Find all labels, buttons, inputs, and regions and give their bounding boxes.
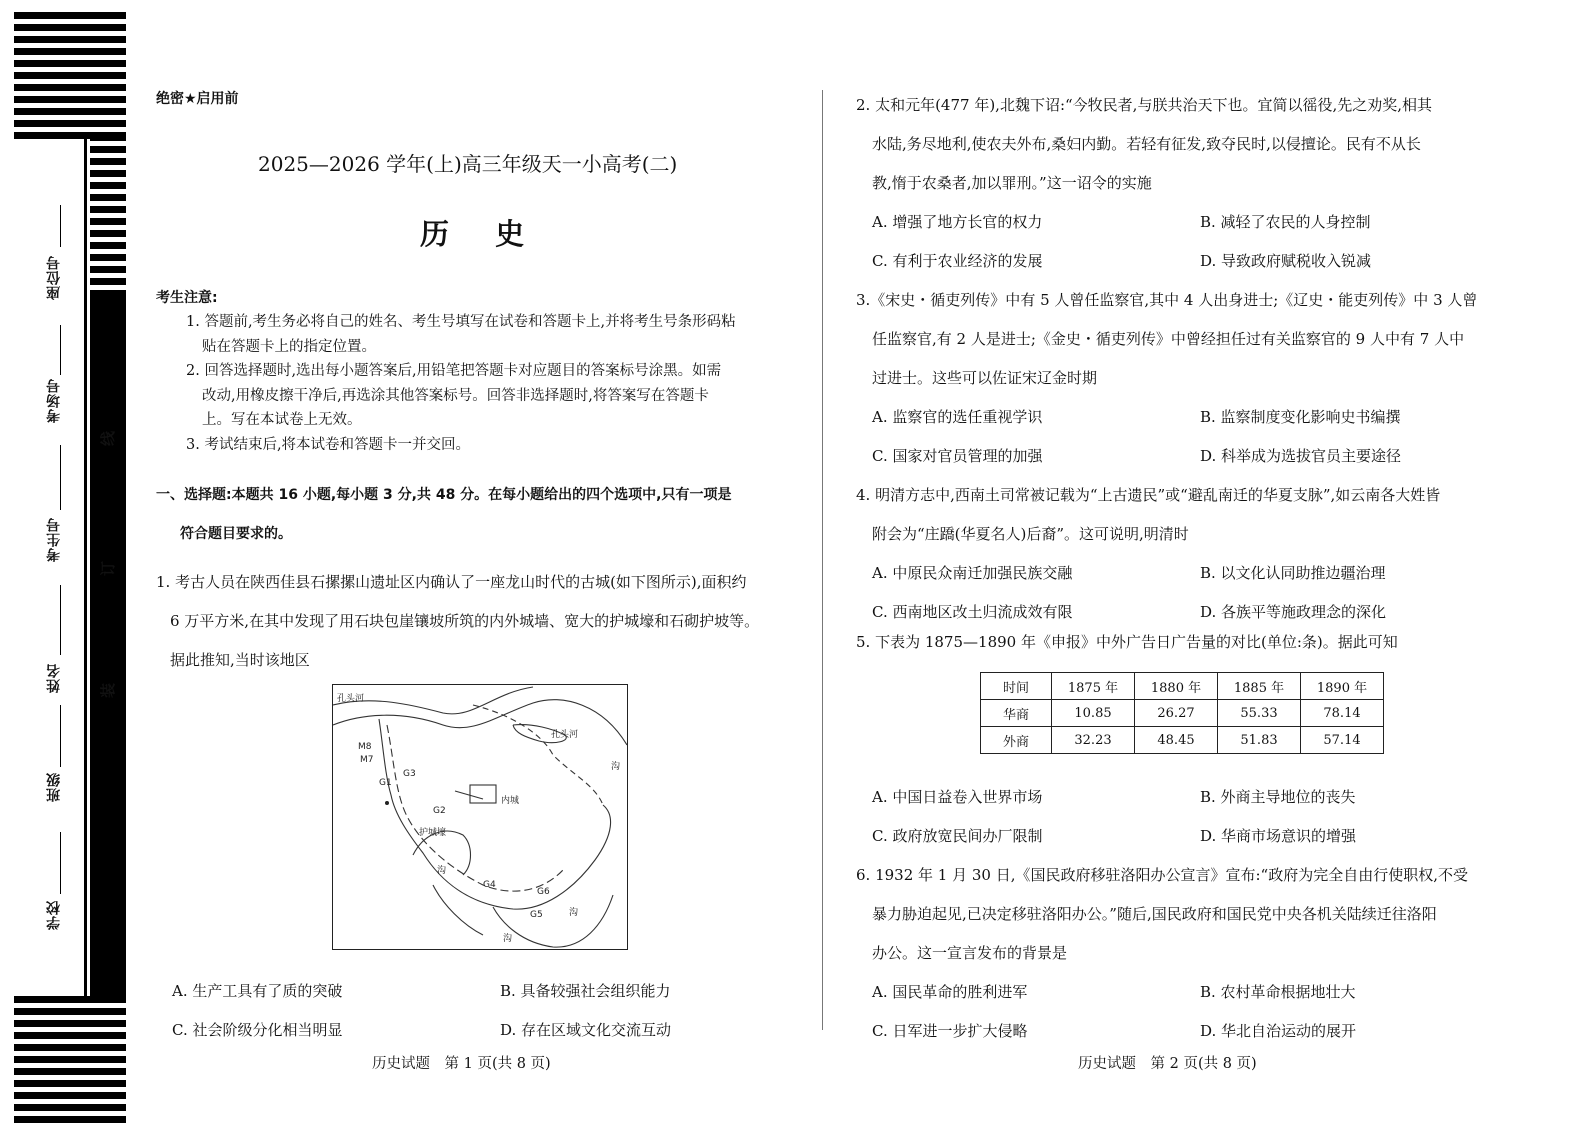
ancient-city-map [332, 684, 628, 950]
inner-city-box [470, 785, 496, 803]
map-label: G4 [483, 880, 496, 890]
option: B. 以文化认同助推边疆治理 [1200, 564, 1386, 582]
barcode-bar [14, 1116, 126, 1123]
question-line: 水陆,务尽地利,使农夫外布,桑妇内勤。若轻有征发,致夺民时,以侵擅论。民有不从长 [872, 135, 1421, 153]
barcode-bar [14, 1008, 126, 1015]
barcode-bar [90, 266, 126, 273]
notice-title: 考生注意: [156, 290, 218, 306]
barcode-bar [14, 1020, 126, 1027]
notice-line: 上。写在本试卷上无效。 [202, 412, 362, 428]
notice-line: 改动,用橡皮擦干净后,再选涂其他答案标号。回答非选择题时,将答案写在答题卡 [202, 387, 709, 404]
notice-item [186, 359, 736, 433]
barcode-bar [14, 60, 126, 67]
gully [433, 885, 483, 935]
notice-item [186, 310, 736, 359]
barcode-bar [14, 996, 126, 1003]
map-label: G3 [403, 769, 416, 779]
question-line: 3.《宋史・循吏列传》中有 5 人曾任监察官,其中 4 人出身进士;《辽史・能吏列传》中 3 人曾 [856, 291, 1478, 309]
location-dot [385, 801, 389, 805]
barcode-bar [90, 194, 126, 201]
question-6 [856, 856, 1468, 1051]
notice-item [186, 433, 736, 458]
page-divider [822, 90, 823, 1030]
seat-number-label: 座位号 [46, 255, 62, 300]
barcode-bar [14, 1044, 126, 1051]
option: A. 增强了地方长官的权力 [872, 213, 1043, 231]
question-2 [856, 86, 1432, 281]
question-line: 据此推知,当时该地区 [170, 651, 310, 669]
map-drawing [333, 685, 627, 949]
barcode-bar [90, 146, 126, 153]
barcode-bar [14, 48, 126, 55]
option: C. 西南地区改土归流成效有限 [872, 603, 1073, 621]
blank-line [60, 325, 61, 375]
inner-wall [387, 725, 563, 891]
barcode-bar [14, 12, 126, 19]
q1-options [172, 972, 792, 1050]
table-row [981, 727, 1384, 754]
barcode-bar [90, 170, 126, 177]
binding-char-line: 线 [99, 430, 118, 447]
question-3 [856, 281, 1477, 476]
barcode-bar [14, 1092, 126, 1099]
barcode-bar [14, 96, 126, 103]
blank-line [60, 705, 61, 767]
option: B. 农村革命根据地壮大 [1200, 983, 1356, 1001]
table-cell: 26.27 [1135, 700, 1218, 727]
blank-line [60, 205, 61, 247]
map-label: 孔头河 [337, 694, 365, 704]
question-line: 2. 太和元年(477 年),北魏下诏:“今牧民者,与朕共治天下也。宜简以徭役,先之劝奖,相其 [856, 96, 1432, 114]
blank-line [60, 445, 61, 510]
barcode-bar [84, 134, 87, 996]
option: B. 减轻了农民的人身控制 [1200, 213, 1371, 231]
table-cell: 外商 [981, 727, 1052, 754]
map-label: G2 [433, 806, 446, 816]
section-heading: 一、选择题:本题共 16 小题,每小题 3 分,共 48 分。在每小题给出的四个选项中,只有一项是 [156, 487, 732, 503]
option: A. 监察官的选任重视学识 [872, 408, 1043, 426]
question-line: 附会为“庄蹻(华夏名人)后裔”。这可说明,明清时 [872, 525, 1189, 543]
barcode-bar [90, 292, 126, 996]
student-number-label: 考生号 [46, 517, 62, 562]
class-label: 班级 [46, 772, 62, 802]
map-label: 内城 [501, 796, 520, 806]
barcode-bar [14, 1104, 126, 1111]
option: C. 日军进一步扩大侵略 [872, 1022, 1028, 1040]
table-header-cell: 1885 年 [1218, 673, 1301, 700]
map-label: 沟 [611, 762, 621, 772]
map-label: G6 [537, 887, 550, 897]
footer-right: 历史试题 第 2 页(共 8 页) [1078, 1056, 1257, 1072]
table-header-cell: 1880 年 [1135, 673, 1218, 700]
question-1 [156, 563, 759, 680]
confidential-mark: 绝密★启用前 [156, 91, 239, 107]
option: A. 中原民众南迁加强民族交融 [872, 564, 1073, 582]
question-line: 1. 考古人员在陕西佳县石摞摞山遗址区内确认了一座龙山时代的古城(如下图所示),面积约 [156, 573, 747, 591]
question-line: 4. 明清方志中,西南土司常被记载为“上古遗民”或“避乱南迁的华夏支脉”,如云南各大姓皆 [856, 486, 1441, 504]
option: D. 各族平等施政理念的深化 [1200, 603, 1387, 621]
table-header-cell: 1875 年 [1052, 673, 1135, 700]
inner-city-pointer [455, 791, 483, 799]
barcode-bar [14, 36, 126, 43]
barcode-bar [90, 230, 126, 237]
option: A. 生产工具有了质的突破 [172, 982, 343, 1000]
option: D. 华商市场意识的增强 [1200, 827, 1357, 845]
barcode-bar [90, 242, 126, 249]
option: C. 有利于农业经济的发展 [872, 252, 1043, 270]
table-cell: 78.14 [1301, 700, 1384, 727]
question-line: 6 万平方米,在其中发现了用石块包崖镶坡所筑的内外城墙、宽大的护城壕和石砌护坡等。 [170, 612, 760, 630]
table-header-cell: 1890 年 [1301, 673, 1384, 700]
footer-left: 历史试题 第 1 页(共 8 页) [372, 1056, 551, 1072]
option: B. 监察制度变化影响史书编撰 [1200, 408, 1401, 426]
table-cell: 48.45 [1135, 727, 1218, 754]
blank-line [60, 832, 61, 894]
map-label: 护城壕 [419, 828, 447, 838]
barcode-bar [14, 1032, 126, 1039]
option: D. 导致政府赋税收入锐减 [1200, 252, 1372, 270]
notice-line: 贴在答题卡上的指定位置。 [202, 338, 376, 355]
map-label: 沟 [437, 866, 447, 876]
table-cell: 51.83 [1218, 727, 1301, 754]
exam-title: 2025—2026 学年(上)高三年级天一小高考(二) [258, 152, 678, 176]
blank-line [60, 585, 61, 655]
notice-line: 2. 回答选择题时,选出每小题答案后,用铅笔把答题卡对应题目的答案标号涂黑。如需 [186, 363, 722, 379]
subject-title: 历 史 [420, 217, 543, 251]
table-cell: 32.23 [1052, 727, 1135, 754]
barcode-bar [90, 182, 126, 189]
table-header-cell: 时间 [981, 673, 1052, 700]
table-cell: 55.33 [1218, 700, 1301, 727]
map-label: 沟 [503, 934, 513, 944]
question-4 [856, 476, 1440, 632]
binding-char-staple: 订 [99, 560, 118, 577]
option: C. 国家对官员管理的加强 [872, 447, 1043, 465]
barcode-bar [90, 206, 126, 213]
school-label: 学校 [46, 900, 62, 930]
barcode-bar [14, 1080, 126, 1087]
table-cell: 57.14 [1301, 727, 1384, 754]
option: A. 国民革命的胜利进军 [872, 983, 1028, 1001]
question-line: 办公。这一宣言发布的背景是 [872, 944, 1068, 962]
option: C. 政府放宽民间办厂限制 [872, 827, 1043, 845]
option: C. 社会阶级分化相当明显 [172, 1021, 343, 1039]
barcode-bar [14, 24, 126, 31]
barcode-bar [14, 108, 126, 115]
option: B. 外商主导地位的丧失 [1200, 788, 1356, 806]
table-header-row [981, 673, 1384, 700]
question-5: 5. 下表为 1875—1890 年《申报》中外广告日广告量的对比(单位:条)。据此可知 [856, 633, 1398, 651]
table-cell: 华商 [981, 700, 1052, 727]
map-label: 沟 [569, 908, 579, 918]
map-label: M8 [358, 742, 372, 752]
question-line: 暴力胁迫起见,已决定移驻洛阳办公。”随后,国民政府和国民党中央各机关陆续迁往洛阳 [872, 905, 1437, 923]
question-line: 过进士。这些可以佐证宋辽金时期 [872, 369, 1098, 387]
map-label: G5 [530, 910, 543, 920]
table-cell: 10.85 [1052, 700, 1135, 727]
name-label: 姓名 [46, 663, 62, 693]
option: B. 具备较强社会组织能力 [500, 982, 671, 1000]
q5-options [872, 778, 1356, 856]
barcode-bar [14, 1068, 126, 1075]
ad-volume-table [980, 672, 1384, 754]
notice-line: 1. 答题前,考生务必将自己的姓名、考生号填写在试卷和答题卡上,并将考生号条形码粘 [186, 314, 736, 330]
barcode-bar [14, 84, 126, 91]
barcode-bar [90, 218, 126, 225]
question-line: 教,惰于农桑者,加以罪刑。”这一诏令的实施 [872, 174, 1152, 192]
room-number-label: 考场号 [46, 378, 62, 423]
question-line: 任监察官,有 2 人是进士;《金史・循吏列传》中曾经担任过有关监察官的 9 人中有 7 人中 [872, 330, 1465, 348]
barcode-bar [14, 1056, 126, 1063]
map-label: G1 [379, 778, 392, 788]
notice-list [186, 310, 736, 457]
table-row [981, 700, 1384, 727]
barcode-bar [14, 120, 126, 127]
option: D. 华北自治运动的展开 [1200, 1022, 1357, 1040]
section-heading-cont: 符合题目要求的。 [180, 526, 292, 542]
notice-line: 3. 考试结束后,将本试卷和答题卡一并交回。 [186, 436, 471, 453]
option: A. 中国日益卷入世界市场 [872, 788, 1043, 806]
question-line: 6. 1932 年 1 月 30 日,《国民政府移驻洛阳办公宣言》宣布:“政府为完全自由行使职权,不受 [856, 866, 1468, 884]
map-label: M7 [360, 755, 374, 765]
barcode-bar [90, 134, 126, 141]
barcode-bar [14, 72, 126, 79]
barcode-bar [90, 254, 126, 261]
option: D. 存在区域文化交流互动 [500, 1021, 672, 1039]
binding-char-bind: 装 [99, 682, 118, 699]
option: D. 科举成为选拔官员主要途径 [1200, 447, 1402, 465]
barcode-bar [90, 278, 126, 285]
barcode-bar [90, 158, 126, 165]
map-label: 孔头河 [551, 730, 579, 740]
